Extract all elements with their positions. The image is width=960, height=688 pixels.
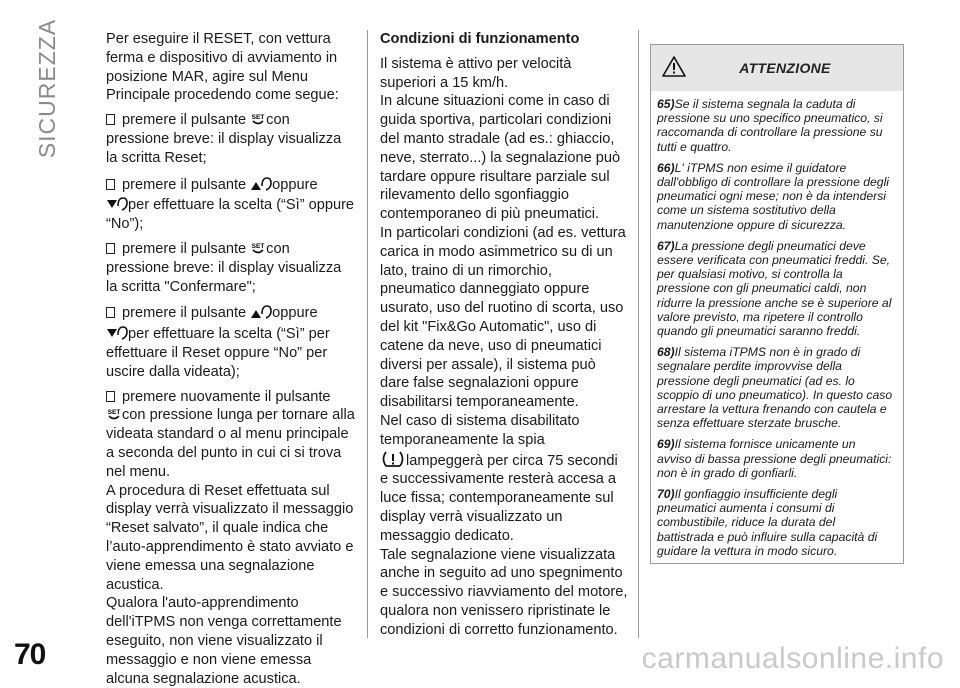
tpms-warning-icon bbox=[380, 450, 406, 468]
intro-paragraph: Per eseguire il RESET, con vettura ferma e dispositivo di avviamento in posizione MAR, agire sul Menu Principale procedendo come segue: bbox=[106, 31, 339, 104]
warning-item: 70)Il gonfiaggio insufficiente degli pneumatici aumenta i consumi di combustibile, riduce la durata del battistrada e può influire sulla capacità di guidare la vettura in modo sicuro. bbox=[657, 487, 878, 558]
svg-text:SET: SET bbox=[251, 114, 265, 122]
checkbox-icon bbox=[106, 391, 115, 402]
step-2: premere il pulsante oppure per effettuare la scelta (“Sì” oppure “No”); bbox=[106, 174, 356, 234]
conditions-paragraph: In alcune situazioni come in caso di guida sportiva, particolari condizioni del manto stradale (ad es.: ghiaccio, neve, sterrato...) la segnalazione può tardare oppure risultare parziale sul rilevamento dello sgonfiaggio contemporaneo di più pneumatici. bbox=[380, 93, 621, 223]
column-divider bbox=[638, 30, 639, 638]
warning-list bbox=[651, 91, 903, 558]
checkbox-icon bbox=[106, 307, 115, 318]
warning-triangle-icon bbox=[662, 56, 686, 77]
set-button-icon bbox=[250, 241, 266, 256]
warning-item: 67)La pressione degli pneumatici deve essere verificata con pneumatici freddi. Se, per qualsiasi motivo, si controlla la pressione con gli pneumatici caldi, non ridurre la pressione anche se è superiore al valore previsto, ma ripetere il controllo quando gli pneumatici saranno freddi. bbox=[657, 238, 892, 339]
svg-text:SET: SET bbox=[251, 242, 265, 250]
column-divider bbox=[367, 30, 368, 638]
svg-text:SET: SET bbox=[107, 409, 121, 417]
down-arrow-icon bbox=[106, 323, 128, 341]
warning-title: ATTENZIONE bbox=[739, 60, 831, 76]
reset-paragraph: A procedura di Reset effettuata sul display verrà visualizzato il messaggio “Reset salvato”, il quale indica che l’auto-apprendimento è stato avviato e viene emessa una segnalazione acustica. bbox=[106, 482, 354, 593]
warning-item: 65)Se il sistema segnala la caduta di pressione su uno specifico pneumatico, si raccomanda di controllare la pressione su tutti e quattro. bbox=[657, 97, 883, 154]
warning-item: 69)Il sistema fornisce unicamente un avviso di bassa pressione degli pneumatici: non è in grado di gonfiarli. bbox=[657, 437, 892, 480]
page-number: 70 bbox=[14, 638, 46, 671]
warning-box bbox=[650, 44, 904, 564]
set-button-icon bbox=[250, 112, 266, 127]
checkbox-icon bbox=[106, 243, 115, 254]
speed-paragraph: Il sistema è attivo per velocità superiori a 15 km/h. bbox=[380, 55, 572, 91]
checkbox-icon bbox=[106, 114, 115, 125]
restart-paragraph: Tale segnalazione viene visualizzata anche in seguito ad uno spegnimento e successivo riavviamento del motore, qualora non venissero ripristinate le condizioni di corretto funzionamento. bbox=[380, 546, 628, 638]
step-5: premere nuovamente il pulsante SET con pressione lunga per tornare alla videata standard o al menu principale a seconda del punto in cui ci si trova nel menu. bbox=[106, 388, 355, 480]
step-1: premere il pulsante SET con pressione breve: il display visualizza la scritta Reset; bbox=[106, 112, 342, 166]
section-label-text: SICUREZZA bbox=[34, 18, 61, 158]
set-button-icon bbox=[106, 407, 122, 422]
column-middle bbox=[380, 30, 628, 640]
failure-paragraph: Qualora l'auto-apprendimento dell'iTPMS non venga correttamente eseguito, non viene visualizzato il messaggio e non viene emessa alcuna segnalazione acustica. bbox=[106, 595, 342, 687]
warning-header bbox=[651, 45, 903, 91]
disabled-paragraph: Nel caso di sistema disabilitato temporaneamente la spia lampeggerà per circa 75 secondi e successivamente resterà accesa a luce fissa; contemporaneamente sul display verrà visualizzato un messaggio dedicato. bbox=[380, 412, 618, 544]
section-label bbox=[28, 18, 68, 158]
down-arrow-icon bbox=[106, 194, 128, 212]
step-4: premere il pulsante oppure per effettuare la scelta (“Sì” per effettuare il Reset oppure “No” per uscire dalla videata); bbox=[106, 302, 356, 381]
up-arrow-icon bbox=[250, 302, 272, 320]
up-arrow-icon bbox=[250, 174, 272, 192]
special-conditions-paragraph: In particolari condizioni (ad es. vettura carica in modo asimmetrico su di un lato, traino di un rimorchio, pneumatico danneggiato oppure usurato, uso del ruotino di scorta, uso del kit "Fix&Go Automatic", uso di catene da neve, uso di pneumatici diversi per assale), il sistema può dare false segnalazioni oppure disabilitarsi temporaneamente. bbox=[380, 224, 626, 411]
checkbox-icon bbox=[106, 179, 115, 190]
warning-item: 66)L' iTPMS non esime il guidatore dall'obbligo di controllare la pressione degli pneumatici ogni mese; non è da intendersi come un sistema sostitutivo della manutenzione oppure di sicurezza. bbox=[657, 160, 890, 232]
warning-item: 68)Il sistema iTPMS non è in grado di segnalare perdite improvvise della pressione degli pneumatici (ad es. lo scoppio di uno pneumatico). In questo caso arrestare la vettura frenando con cautela e senza effettuare sterzate brusche. bbox=[657, 345, 893, 431]
watermark: carmanualsonline.info bbox=[641, 642, 944, 675]
step-3: premere il pulsante SET con pressione breve: il display visualizza la scritta "Confermare"; bbox=[106, 240, 342, 295]
section-heading: Condizioni di funzionamento bbox=[380, 31, 580, 47]
column-left bbox=[106, 30, 356, 688]
